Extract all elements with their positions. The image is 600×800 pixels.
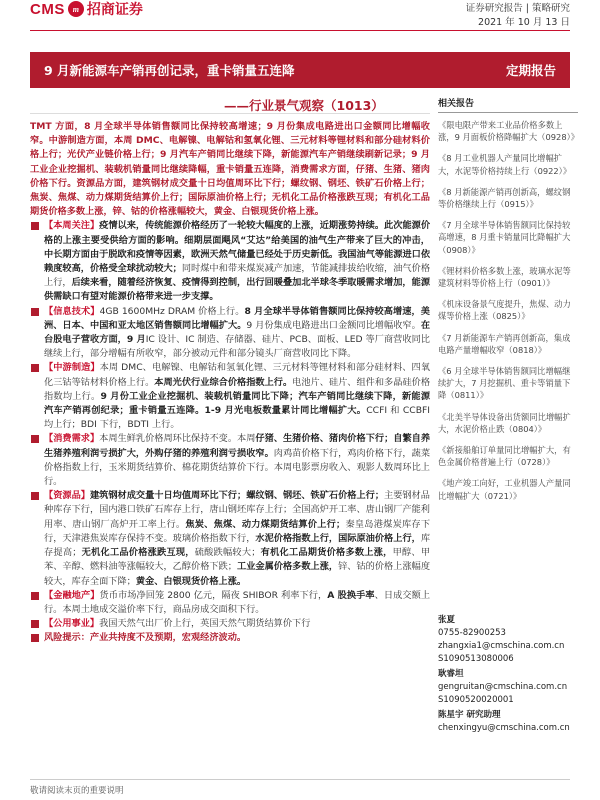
analyst-name: 耿睿坦 <box>438 669 464 679</box>
section-weekly-focus <box>30 219 430 304</box>
section-text: 硫酸跌幅较大； <box>194 547 261 559</box>
report-title: 9 月新能源车产销再创记录，重卡销量五连降 <box>44 63 295 78</box>
analyst-email[interactable]: zhangxia1@cmschina.com.cn <box>438 641 565 651</box>
related-report-link[interactable]: 《7 月新能源车产销再创新高，集成电路产量增幅收窄（0818）》 <box>438 332 571 355</box>
section-text-bold: 在台股电子营收方面，9 月 <box>44 319 430 346</box>
analyst-chenxingyu <box>438 709 578 735</box>
section-text: 4GB 1600MHz DRAM 价格上行。 <box>99 305 245 317</box>
analyst-cert-id: S1090520020001 <box>438 695 514 705</box>
section-tag: 【金融地产】 <box>44 589 100 601</box>
section-tag: 【中游制造】 <box>44 362 100 374</box>
analyst-phone: 0755-82900253 <box>438 628 506 638</box>
related-report-link[interactable]: 《北美半导体设备出货额同比增幅扩大，水泥价格止跌（0804）》 <box>438 411 571 434</box>
main-content <box>30 120 430 770</box>
related-report-link[interactable]: 《锂材料价格多数上涨，玻璃水泥等建筑材料等价格上行（0901）》 <box>438 265 571 289</box>
related-report-link[interactable]: 《机床设备景气度提升，焦煤、动力煤等价格上涨（0825）》 <box>438 299 571 322</box>
related-reports-heading: 相关报告 <box>438 96 578 113</box>
section-tag: 【信息技术】 <box>44 305 100 317</box>
section-text: 9 月份集成电路进出口金额同比增幅收窄。 <box>246 319 421 331</box>
bullet-icon <box>31 435 39 443</box>
section-text: 秦皇岛港煤炭库存下行，天津港焦炭库存保持不变。玻璃价格指数下行， <box>44 518 430 544</box>
section-text-bold: 9 月份工业企业挖掘机、装载机销量同比下降；汽车产销同比继续下降，新能源汽车产销再创纪录；重卡销量五连降。1-9 月光电板数量累计同比增幅扩大。 <box>44 390 430 417</box>
section-text-bold: 建筑钢材成交量十日均值周环比下行；螺纹钢、钢坯、铁矿石价格上行； <box>89 490 385 502</box>
analyst-email[interactable]: chenxingyu@cmschina.com.cn <box>438 723 570 733</box>
section-text: 、日成交额上行。本周土地成交溢价率下行，商品房成交面积下行。 <box>44 589 430 615</box>
related-report-link[interactable]: 《6 月全球半导体销售额同比增幅继续扩大，7 月挖掘机、重卡等销量下降（0811）》 <box>438 366 571 401</box>
section-text: 锌、钴的价格上涨幅度较大，库存全面下降； <box>44 561 430 587</box>
section-tag: 【公用事业】 <box>44 618 100 630</box>
bullet-icon <box>31 364 39 372</box>
section-text: 货币市场净回笼 2800 亿元，隔夜 SHIBOR 利率下行， <box>99 589 328 601</box>
section-tag: 【资源品】 <box>44 490 90 502</box>
related-report-link[interactable]: 《新接船舶订单量同比增幅扩大，有色金属价格普遍上行（0728）》 <box>438 445 571 468</box>
section-text-bold: 疫情以来，传统能源价格经历了一轮较大幅度的上涨，近期涨势持续。此次能源价格的上涨主要受供给方面的影响。细期层面飓风“艾达”给美国的油气生产带来了巨大的冲击，中长期方面由于脱欧和疫情等因素，欧洲天然气储量已经处于历史新低。 <box>44 220 430 260</box>
section-text: 本周 DMC、电解镍、电解钴和氢氧化锂、三元材料等锂材料和部分硅材料、四氧化三钴等钴材料价格上行。 <box>44 362 430 388</box>
bullet-icon <box>31 308 39 316</box>
section-info-tech <box>30 305 430 362</box>
section-tag: 【消费需求】 <box>44 433 100 445</box>
analyst-contacts <box>438 614 578 737</box>
analyst-zhangxia <box>438 614 578 666</box>
section-text-bold: 8 月全球半导体销售额同比保持较高增速，美洲、日本、中国和亚太地区销售额同比增幅扩大。 <box>44 305 430 331</box>
related-report-link[interactable]: 《7 月全球半导体销售额同比保持较高增速，8 月重卡销量同比降幅扩大（0908）》 <box>438 220 571 255</box>
analyst-name: 张夏 <box>438 615 456 625</box>
section-text-bold: 水泥价格指数上行，国际原油价格上行， <box>255 532 421 544</box>
bullet-icon <box>31 222 39 230</box>
section-text-bold: 有机化工品期货价格多数上涨， <box>260 547 393 559</box>
header-report-type: 证券研究报告 | 策略研究 <box>465 3 570 14</box>
section-text-bold: A 股换手率 <box>327 589 375 601</box>
sidebar <box>438 96 578 786</box>
section-text: 本周生鲜乳价格周环比保持不变。本周 <box>99 433 256 445</box>
logo-seal-icon: m <box>68 1 84 17</box>
report-subtitle: ——行业景气观察（1013） <box>224 98 384 113</box>
risk-warning: 风险提示：产业共持度不及预期，宏观经济波动。 <box>44 632 247 644</box>
subtitle-divider <box>30 113 430 114</box>
related-report-link[interactable]: 《8 月新能源产销再创新高，螺纹钢等价格继续上行（0915）》 <box>438 186 571 210</box>
related-report-link[interactable]: 《8 月工业机器人产量同比增幅扩大，水泥等价格持续上行（0922）》 <box>438 153 572 176</box>
section-tag: 【本周关注】 <box>44 220 100 232</box>
analyst-name: 陈星宇 研究助理 <box>438 710 501 720</box>
section-text: IC 设计、IC 制造、存储器、硅片、PCB、面板、LED 等厂商营收同比继续上行，部分增幅有所收窄，部分被动元件和部分镜头厂商营收同比下降。 <box>44 334 430 360</box>
logo-cms-text: CMS <box>30 0 65 18</box>
header-divider <box>30 30 570 31</box>
section-text: 电池片、硅片、组件和多晶硅价格指数均上行。 <box>44 376 430 402</box>
title-banner <box>30 52 570 88</box>
analyst-cert-id: S1090513080006 <box>438 654 514 664</box>
section-text: 库存提高； <box>44 532 430 559</box>
analyst-email[interactable]: gengruitan@cmschina.com.cn <box>438 682 568 692</box>
summary-paragraph: TMT 方面，8 月全球半导体销售额同比保持较高增速；9 月份集成电路进出口金额同比增幅收窄。中游制造方面，本周 DMC、电解镍、电解钴和氢氧化锂、三元材料等锂材料和部分硅材料价格上行；光伏产业链价格上行；9 月汽车产销同比继续下降，新能源汽车产销继续刷新记录；9 月工业企业挖掘机、装载机销量同比继续降幅，重卡销量五连降，消费需求方面，仔猪、生猪、猪肉价格下行。资源品方面，建筑钢材成交量十日均值周环比下行；螺纹钢、钢坯、铁矿石价格上行；焦炭、焦煤、动力煤期货结算价上行；国际原油价格上行；无机化工品价格涨跌互现；有机化工品期货价格多数上涨，锌、钴的价格涨幅较大，黄金、白银现货价格上涨。 <box>30 121 430 218</box>
section-text-bold: 工业金属价格多数上涨， <box>237 561 339 573</box>
bullet-icon <box>31 634 39 642</box>
section-text: 主要钢材品种库存下行，国内港口铁矿石库存上行，唐山钢坯库存上行；全国高炉开工率、唐山钢厂产能利用率、唐山钢厂高炉开工率上行。 <box>44 490 430 530</box>
report-date: 2021 年 10 月 13 日 <box>478 17 570 28</box>
related-report-link[interactable]: 《地产竣工向好，工业机器人产量同比增幅扩大（0721）》 <box>438 478 571 501</box>
logo-company-name: 招商证券 <box>86 2 143 18</box>
bullet-icon <box>31 592 39 600</box>
section-text-bold: 本周光伏行业综合价格指数上行。 <box>154 376 293 388</box>
section-consumer <box>30 432 430 489</box>
section-text-bold: 黄金、白银现货价格上涨。 <box>135 575 247 587</box>
bullet-icon <box>31 492 39 500</box>
section-utilities <box>30 617 430 631</box>
bullet-icon <box>31 620 39 628</box>
section-midstream <box>30 361 430 432</box>
company-logo <box>30 0 143 18</box>
banner-report-type: 定期报告 <box>505 63 556 78</box>
section-risk <box>30 631 430 645</box>
footer-divider <box>30 779 570 780</box>
section-text: 同时煤中和带来煤炭减产加速，节能减排拔给收缩，油气价格上行， <box>44 263 430 289</box>
section-text-bold: 仔猪、生猪价格、猪肉价格下行；自繁自养生猪养殖利润亏损扩大，外购仔猪的养殖利润亏损收窄。 <box>44 433 430 459</box>
section-text-bold: 后续来看，随着经济恢复、疫情得到控制，出行回暖叠加北半球冬季取暖需求增加，能源供需缺口有望对能源价格带来进一步支撑。 <box>44 277 430 303</box>
section-text-bold: 我国油气等能源进口依赖度较高，价格受全球扰动较大； <box>44 248 430 275</box>
section-text-bold: 无机化工品价格涨跌互现， <box>81 547 195 559</box>
section-text: CCFI 和 CCBFI 均上行；BDI 下行，BDTI 上行。 <box>44 405 430 431</box>
section-finance-realestate <box>30 589 430 617</box>
section-text-bold: 焦炭、焦煤、动力煤期货结算价上行； <box>185 518 346 530</box>
section-text: 肉鸡苗价格下行，鸡肉价格下行，蔬菜价格指数上行，玉米期货结算价、棉花期货结算价下行。本周电影票房收入、观影人数周环比上行。 <box>44 447 430 488</box>
section-text: 我国天然气出厂价上行，英国天然气期货结算价下行 <box>99 618 311 630</box>
related-report-link[interactable]: 《限电限产带来工业品价格多数上涨，9 月面板价格降幅扩大（0928）》 <box>438 120 580 143</box>
footer-note: 敬请阅读末页的重要说明 <box>30 786 124 796</box>
analyst-gengruitan <box>438 668 578 707</box>
section-text: 甲醇、甲苯、辛醇、燃料油等涨幅较大，乙醇价格下跌； <box>44 547 430 573</box>
section-resources <box>30 489 430 588</box>
